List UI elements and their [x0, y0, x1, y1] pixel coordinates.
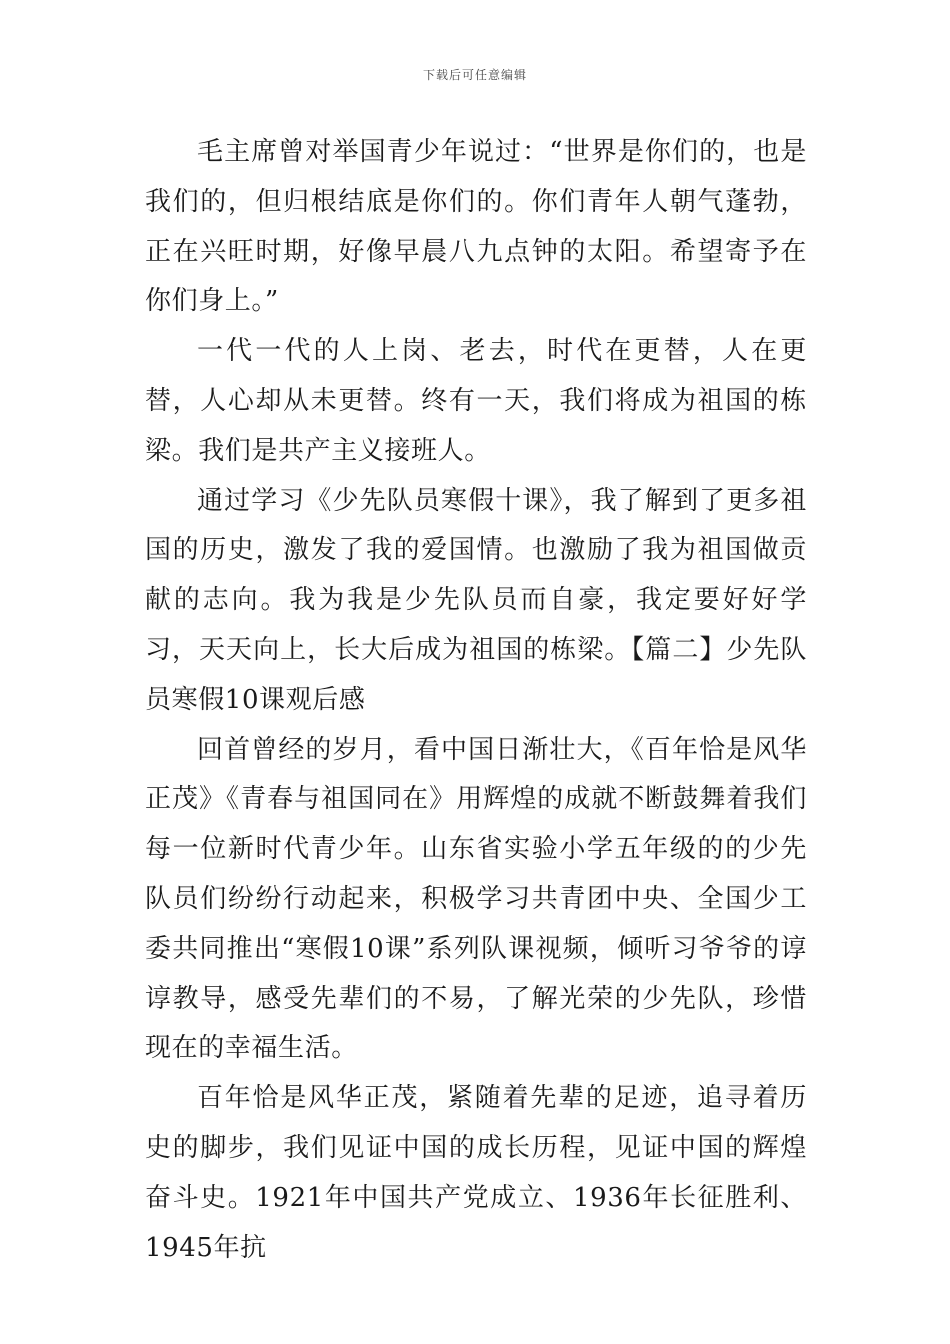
paragraph: 百年恰是风华正茂，紧随着先辈的足迹，追寻着历史的脚步，我们见证中国的成长历程，见证中国的辉煌奋斗史。1921年中国共产党成立、1936年长征胜利、1945年抗: [145, 1083, 807, 1263]
page-header: 下载后可任意编辑: [422, 68, 527, 82]
paragraph: 回首曾经的岁月，看中国日渐壮大，《百年恰是风华正茂》《青春与祖国同在》用辉煌的成就不断鼓舞着我们每一位新时代青少年。山东省实验小学五年级的的少先队员们纷纷行动起来，积极学习共青团中央、全国少工委共同推出“寒假10课”系列队课视频，倾听习爷爷的谆谆教导，感受先辈们的不易，了解光荣的少先队，珍惜现在的幸福生活。: [145, 734, 807, 1064]
paragraph: 毛主席曾对举国青少年说过：“世界是你们的，也是我们的，但归根结底是你们的。你们青年人朝气蓬勃，正在兴旺时期，好像早晨八九点钟的太阳。希望寄予在你们身上。”: [145, 137, 807, 317]
document-body: [145, 128, 807, 1273]
paragraph: 通过学习《少先队员寒假十课》，我了解到了更多祖国的历史，激发了我的爱国情。也激励了我为祖国做贡献的志向。我为我是少先队员而自豪，我定要好好学习，天天向上，长大后成为祖国的栋梁。【篇二】少先队员寒假10课观后感: [145, 485, 807, 715]
paragraph: 一代一代的人上岗、老去，时代在更替，人在更替，人心却从未更替。终有一天，我们将成为祖国的栋梁。我们是共产主义接班人。: [145, 336, 807, 466]
